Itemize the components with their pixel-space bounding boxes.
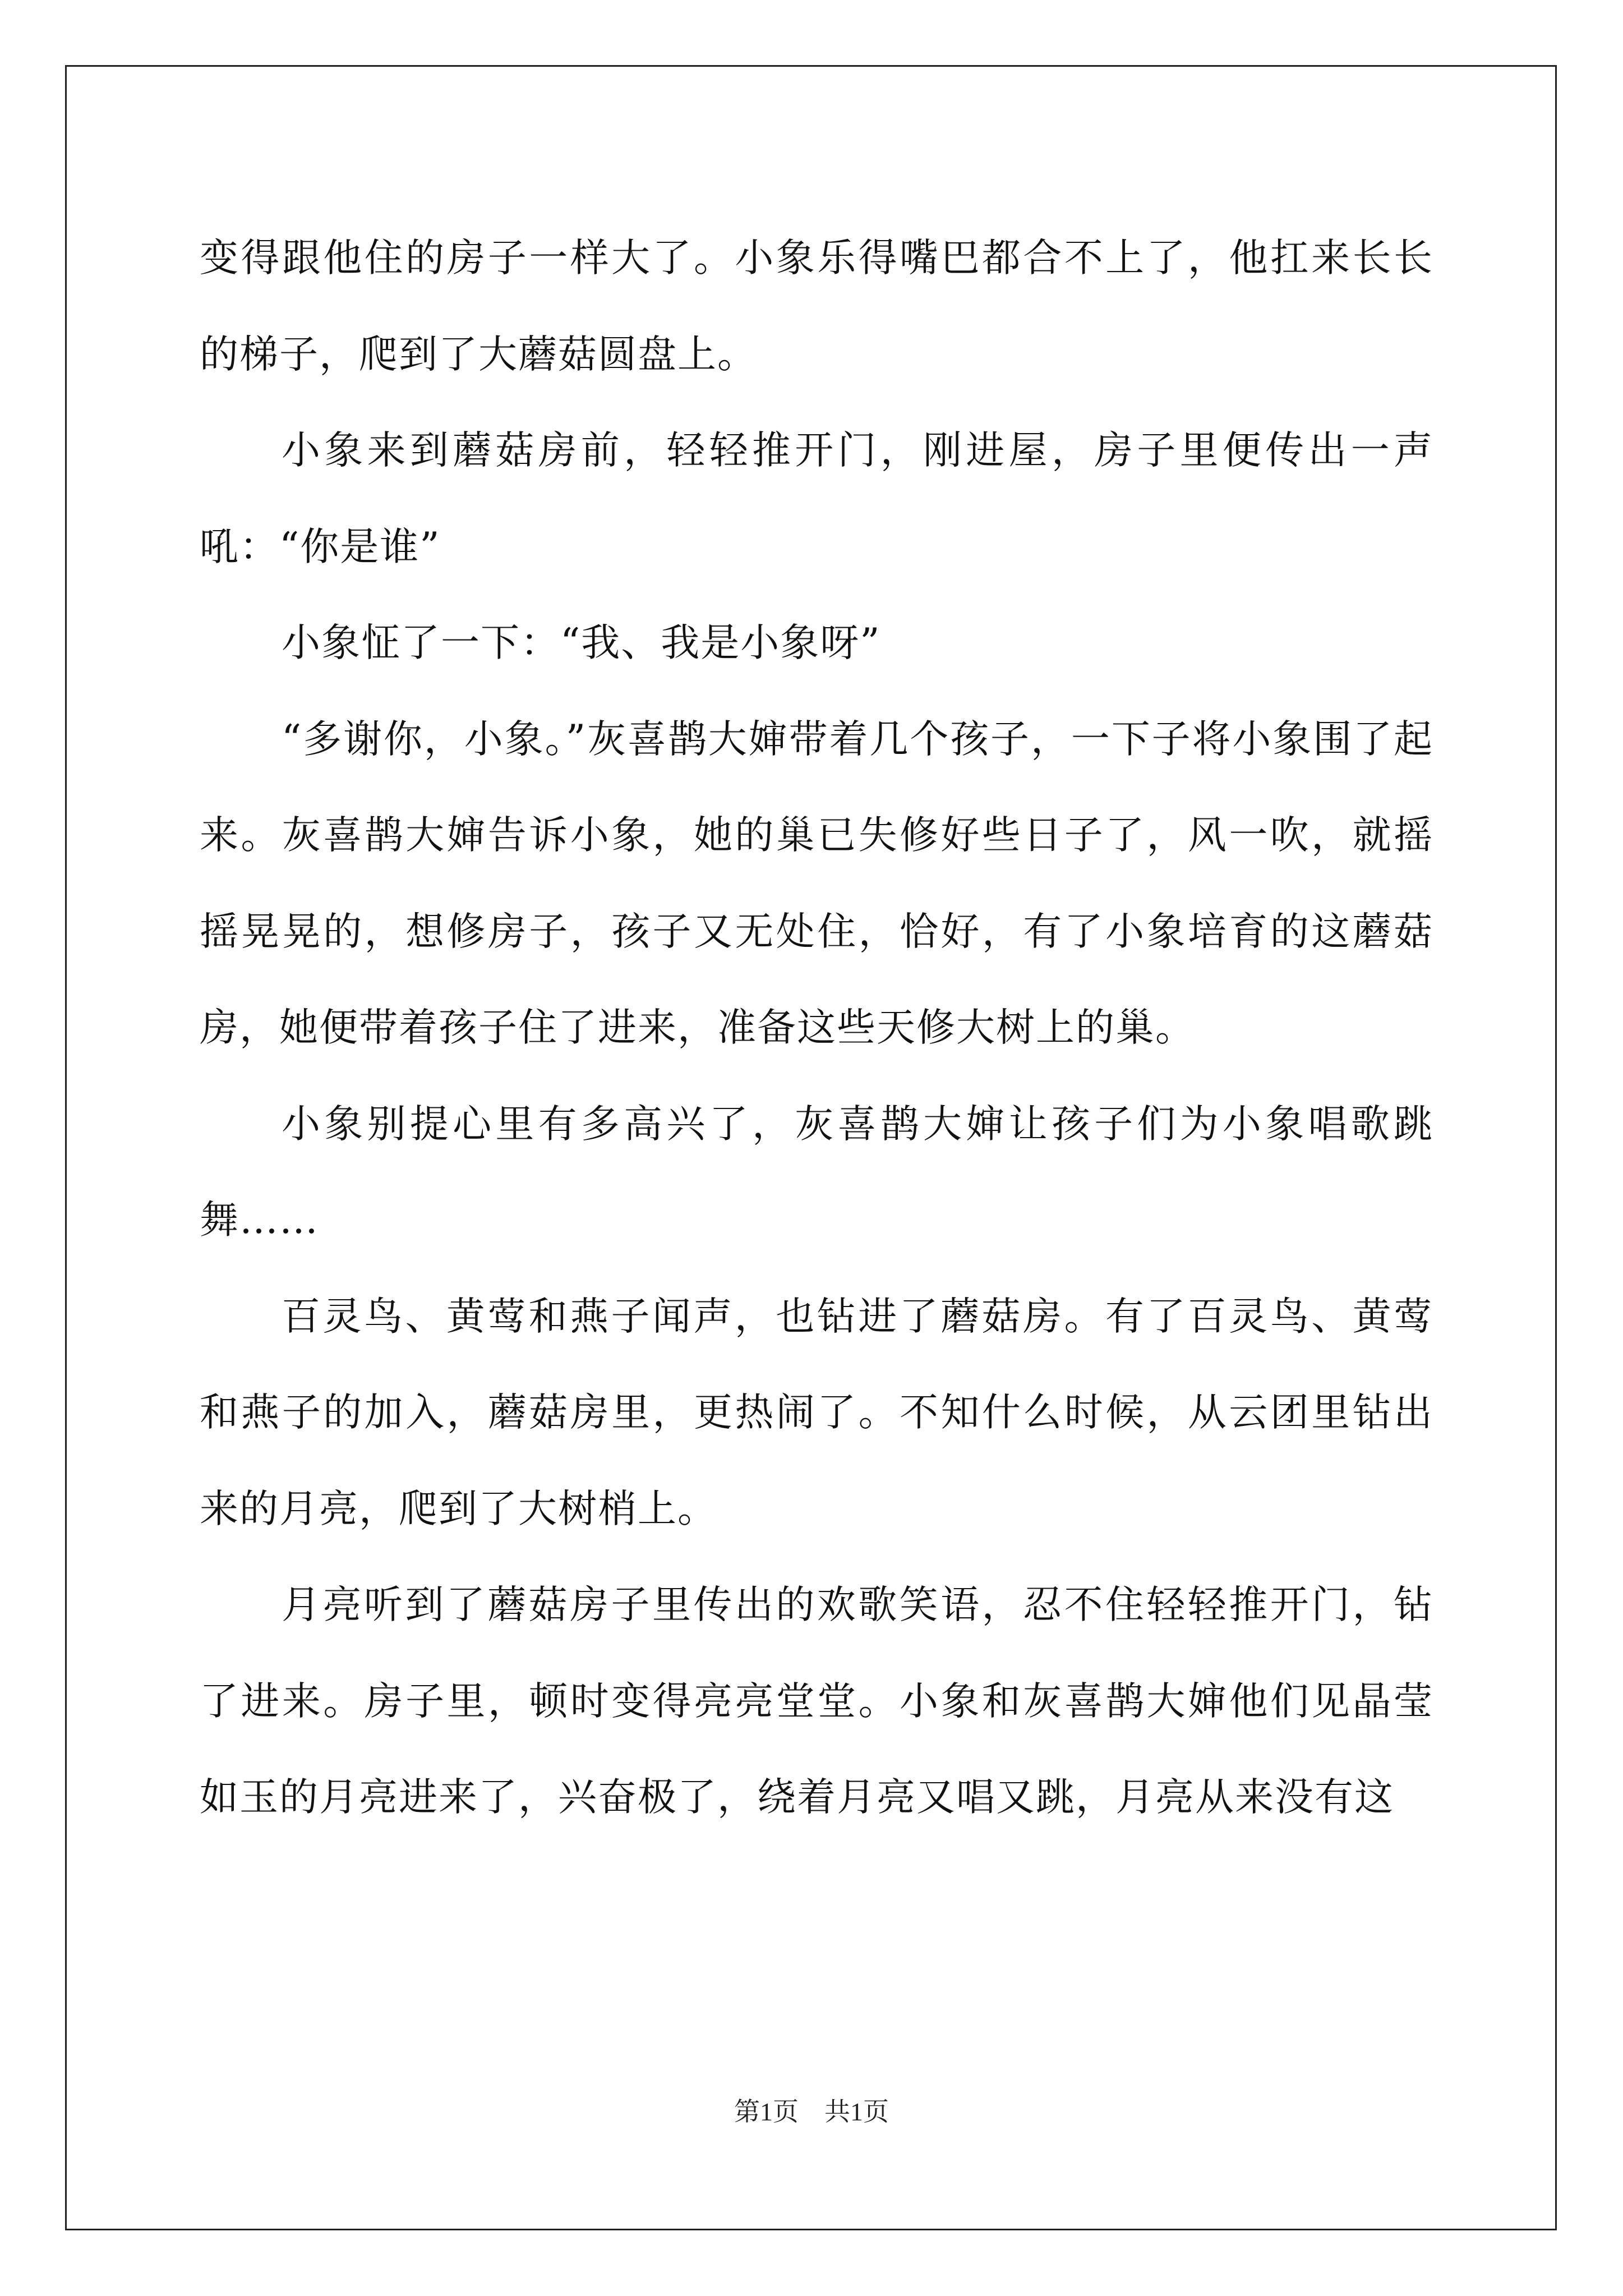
document-body — [200, 210, 1433, 1846]
page-number-footer: 第1页 共1页 — [734, 2097, 889, 2126]
paragraph-2: 小象来到蘑菇房前，轻轻推开门，刚进屋，房子里便传出一声吼：“你是谁” — [200, 428, 1433, 569]
paragraph-5: 小象别提心里有多高兴了，灰喜鹊大婶让孩子们为小象唱歌跳舞…… — [200, 1101, 1433, 1243]
paragraph-7: 月亮听到了蘑菇房子里传出的欢歌笑语，忍不住轻轻推开门，钻了进来。房子里，顿时变得亮亮堂堂。小象和灰喜鹊大婶他们见晶莹如玉的月亮进来了，兴奋极了，绕着月亮又唱又跳，月亮从来没有这 — [200, 1582, 1433, 1820]
paragraph-1: 变得跟他住的房子一样大了。小象乐得嘴巴都合不上了，他扛来长长的梯子，爬到了大蘑菇圆盘上。 — [200, 236, 1433, 377]
paragraph-4: “多谢你，小象。”灰喜鹊大婶带着几个孩子，一下子将小象围了起来。灰喜鹊大婶告诉小象，她的巢已失修好些日子了，风一吹，就摇摇晃晃的，想修房子，孩子又无处住，恰好，有了小象培育的这蘑菇房，她便带着孩子住了进来，准备这些天修大树上的巢。 — [200, 716, 1433, 1050]
paragraph-6: 百灵鸟、黄莺和燕子闻声，也钻进了蘑菇房。有了百灵鸟、黄莺和燕子的加入，蘑菇房里，更热闹了。不知什么时候，从云团里钻出来的月亮，爬到了大树梢上。 — [200, 1294, 1433, 1531]
paragraph-3: 小象怔了一下：“我、我是小象呀” — [282, 620, 881, 665]
